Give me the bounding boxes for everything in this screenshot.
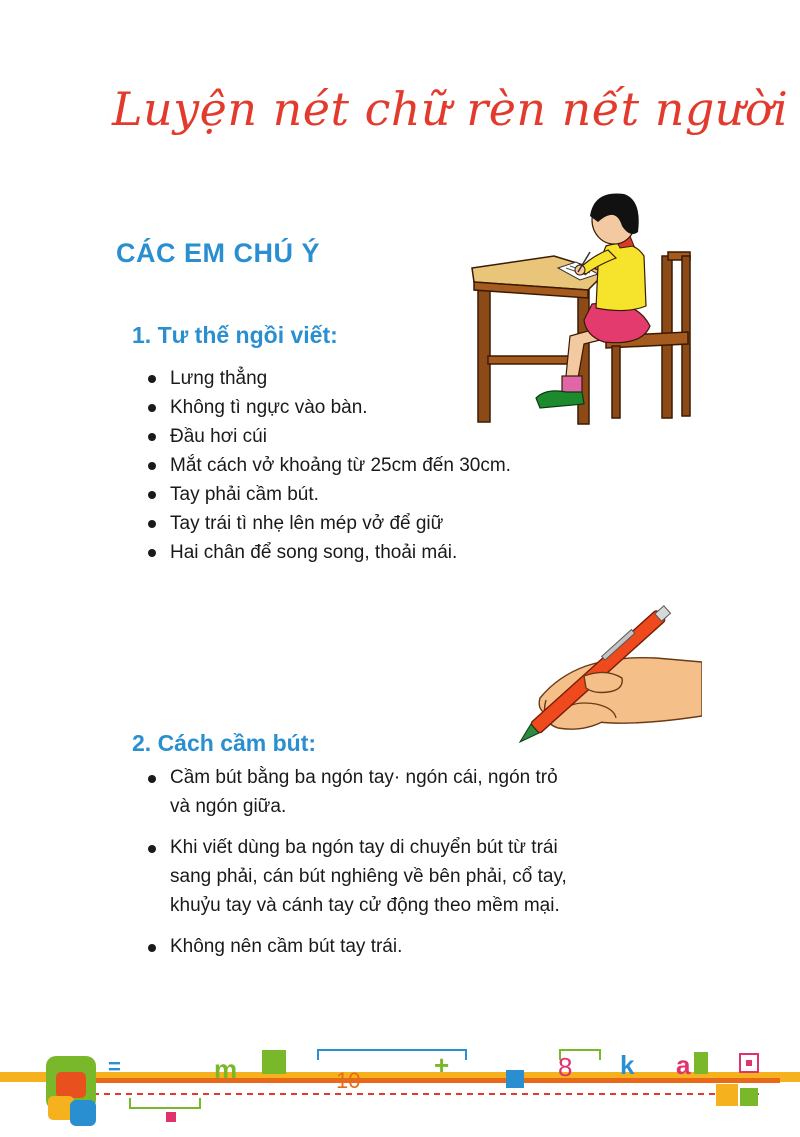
pen-grip-list bbox=[146, 763, 576, 973]
border-symbol: m bbox=[214, 1054, 238, 1084]
list-item: Cầm bút bằng ba ngón tay· ngón cái, ngón trỏ và ngón giữa. bbox=[146, 763, 576, 821]
posture-list bbox=[146, 364, 606, 567]
border-symbol: = bbox=[108, 1054, 121, 1079]
border-symbol: 8 bbox=[558, 1052, 573, 1082]
border-symbol: a bbox=[676, 1050, 691, 1080]
page-title: Luyện nét chữ rèn nết người bbox=[112, 82, 789, 136]
border-symbol: k bbox=[620, 1050, 635, 1080]
section-1-heading: 1. Tư thế ngồi viết: bbox=[132, 322, 338, 348]
list-item: Không nên cầm bút tay trái. bbox=[146, 932, 576, 961]
list-item: Tay trái tì nhẹ lên mép vở để giữ bbox=[146, 509, 606, 538]
section-2-heading: 2. Cách cầm bút: bbox=[132, 730, 317, 756]
section-heading: CÁC EM CHÚ Ý bbox=[116, 238, 321, 268]
list-item: Hai chân để song song, thoải mái. bbox=[146, 538, 606, 567]
border-symbol: + bbox=[434, 1050, 450, 1080]
list-item: Tay phải cầm bút. bbox=[146, 480, 606, 509]
border-symbol: 10 bbox=[336, 1068, 361, 1093]
list-item: Không tì ngực vào bàn. bbox=[146, 393, 606, 422]
hand-holding-pen-illustration bbox=[506, 604, 702, 754]
list-item: Khi viết dùng ba ngón tay di chuyển bút từ trái sang phải, cán bút nghiêng về bên phải, cổ tay, khuỷu tay và cánh tay cử động theo mềm mại. bbox=[146, 833, 576, 920]
list-item: Mắt cách vở khoảng từ 25cm đến 30cm. bbox=[146, 451, 606, 480]
list-item: Lưng thẳng bbox=[146, 364, 606, 393]
list-item: Đầu hơi cúi bbox=[146, 422, 606, 451]
decorative-border-strip bbox=[0, 1028, 800, 1137]
